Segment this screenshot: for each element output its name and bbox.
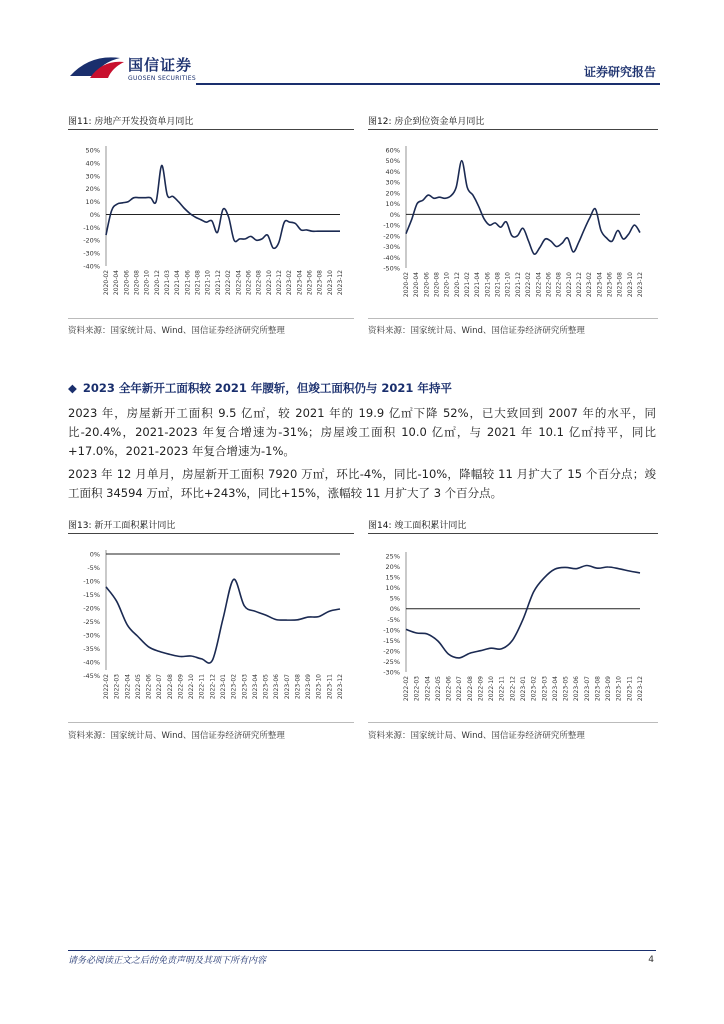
x-tick-label: 2023-11 (326, 674, 334, 700)
paragraph-2: 2023 年 12 月单月，房屋新开工面积 7920 万㎡，环比-4%，同比-10%，降幅较 11 月扩大了 15 个百分点；竣工面积 34594 万㎡，环比+243%，同比+15%，涨幅较 11 月扩大了 3 个百分点。 (68, 467, 656, 500)
x-tick-label: 2022-10 (265, 270, 273, 296)
footer-disclaimer: 请务必阅读正文之后的免责声明及其项下所有内容 (68, 956, 267, 966)
figure-caption: 房企到位资金单月同比 (394, 117, 485, 127)
x-tick-label: 2021-06 (184, 270, 192, 296)
x-tick-label: 2022-02 (225, 270, 233, 296)
y-tick-label: 40% (85, 159, 100, 168)
figure-caption: 房地产开发投资单月同比 (94, 117, 194, 127)
y-tick-label: 20% (385, 189, 400, 198)
x-tick-label: 2022-05 (134, 674, 142, 700)
figure-12-title (368, 114, 484, 127)
x-tick-label: 2023-10 (615, 676, 623, 702)
x-tick-label: 2021-10 (504, 272, 512, 298)
x-tick-label: 2022-10 (488, 676, 496, 702)
x-tick-label: 2021-12 (214, 270, 222, 296)
y-tick-label: 10% (385, 200, 400, 209)
figure-12-top-rule (368, 129, 658, 130)
x-tick-label: 2022-02 (525, 272, 533, 298)
y-tick-label: -35% (83, 644, 100, 653)
figure-13-source: 资料来源：国家统计局、Wind、国信证券经济研究所整理 (68, 731, 285, 741)
y-tick-label: -20% (83, 236, 100, 245)
x-tick-label: 2023-02 (586, 272, 594, 298)
figure-13-chart (68, 544, 354, 716)
y-tick-label: -30% (383, 668, 400, 677)
y-tick-label: -30% (83, 631, 100, 640)
y-tick-label: -25% (383, 657, 400, 666)
y-tick-label: -50% (383, 264, 400, 273)
x-tick-label: 2023-08 (594, 676, 602, 702)
x-tick-label: 2023-08 (616, 272, 624, 298)
guosen-logo-icon (68, 52, 126, 82)
y-tick-label: -20% (383, 647, 400, 656)
x-tick-label: 2020-12 (153, 270, 161, 296)
x-tick-label: 2023-10 (626, 272, 634, 298)
y-tick-label: -10% (383, 626, 400, 635)
x-tick-label: 2023-06 (606, 272, 614, 298)
y-tick-label: -40% (383, 253, 400, 262)
header-divider (196, 83, 660, 85)
figure-11-top-rule (68, 129, 354, 130)
x-tick-label: 2023-01 (220, 674, 227, 700)
y-tick-label: -5% (87, 563, 100, 572)
x-tick-label: 2023-11 (626, 676, 634, 702)
y-tick-label: 25% (385, 552, 400, 561)
y-tick-label: 50% (385, 157, 400, 166)
figure-12-source: 资料来源：国家统计局、Wind、国信证券经济研究所整理 (368, 326, 585, 336)
x-tick-label: 2022-04 (124, 674, 132, 700)
figure-11-bottom-rule (68, 318, 354, 319)
x-tick-label: 2023-03 (241, 674, 249, 700)
x-tick-label: 2023-08 (316, 270, 324, 296)
x-tick-label: 2022-11 (198, 674, 206, 700)
x-tick-label: 2022-06 (145, 674, 153, 700)
figure-label: 图13: (68, 521, 92, 531)
page-header (0, 0, 724, 95)
y-tick-label: 40% (385, 167, 400, 176)
x-tick-label: 2023-04 (296, 270, 304, 296)
x-tick-label: 2020-04 (113, 270, 121, 296)
x-tick-label: 2022-12 (575, 272, 583, 298)
x-tick-label: 2020-06 (423, 272, 431, 298)
x-tick-label: 2021-08 (194, 270, 202, 296)
series-line (406, 161, 640, 255)
y-tick-label: -20% (383, 232, 400, 241)
figure-11-source: 资料来源：国家统计局、Wind、国信证券经济研究所整理 (68, 326, 285, 336)
page-number: 4 (648, 955, 654, 965)
y-tick-label: 30% (85, 172, 100, 181)
x-tick-label: 2022-08 (255, 270, 263, 296)
figure-caption: 新开工面积累计同比 (94, 521, 176, 531)
x-tick-label: 2023-08 (294, 674, 302, 700)
x-tick-label: 2022-10 (188, 674, 196, 700)
x-tick-label: 2023-02 (286, 270, 294, 296)
y-tick-label: 10% (85, 198, 100, 207)
series-line (406, 565, 640, 657)
x-tick-label: 2022-04 (235, 270, 243, 296)
x-tick-label: 2023-09 (305, 674, 313, 700)
y-tick-label: 30% (385, 178, 400, 187)
y-tick-label: -40% (83, 262, 100, 271)
x-tick-label: 2022-03 (113, 674, 121, 700)
x-tick-label: 2020-12 (453, 272, 461, 298)
x-tick-label: 2020-08 (433, 272, 441, 298)
y-tick-label: 20% (85, 185, 100, 194)
y-tick-label: 50% (85, 146, 100, 155)
figure-14-chart (368, 544, 658, 716)
x-tick-label: 2020-02 (403, 272, 410, 298)
x-tick-label: 2020-04 (413, 272, 421, 298)
y-tick-label: -25% (83, 617, 100, 626)
figure-caption: 竣工面积累计同比 (394, 521, 467, 531)
section-heading-text: 2023 全年新开工面积较 2021 年腰斩，但竣工面积仍与 2021 年持平 (82, 381, 452, 395)
x-tick-label: 2020-06 (123, 270, 131, 296)
x-tick-label: 2021-08 (494, 272, 502, 298)
y-tick-label: -15% (83, 590, 100, 599)
bullet-icon: ◆ (68, 381, 77, 395)
y-tick-label: -10% (383, 221, 400, 230)
y-tick-label: -10% (83, 223, 100, 232)
x-tick-label: 2023-04 (251, 674, 259, 700)
figure-12-bottom-rule (368, 318, 658, 319)
y-tick-label: -30% (383, 243, 400, 252)
x-tick-label: 2021-04 (174, 270, 182, 296)
figure-13-bottom-rule (68, 722, 354, 723)
figure-14-bottom-rule (368, 722, 658, 723)
x-tick-label: 2022-06 (445, 676, 453, 702)
x-tick-label: 2022-12 (209, 674, 217, 700)
x-tick-label: 2022-09 (477, 676, 485, 702)
series-line (106, 579, 340, 663)
x-tick-label: 2023-12 (337, 674, 344, 700)
figure-11-title (68, 114, 193, 127)
x-tick-label: 2023-12 (637, 272, 644, 298)
x-tick-label: 2023-05 (562, 676, 570, 702)
paragraph-1: 2023 年，房屋新开工面积 9.5 亿㎡，较 2021 年的 19.9 亿㎡下降 52%，已大致回到 2007 年的水平，同比-20.4%，2021-2023 年复合增速为-31%；房屋竣工面积 10.0 亿㎡，与 2021 年 10.1 亿㎡持平，同比+17.0%，2021-2023 年复合增速为-1%。 (68, 406, 656, 458)
y-tick-label: 15% (385, 573, 400, 582)
x-tick-label: 2021-03 (164, 270, 172, 296)
x-tick-label: 2022-03 (413, 676, 421, 702)
figure-12-chart (368, 138, 658, 313)
figure-13-title (68, 518, 175, 531)
x-tick-label: 2022-05 (434, 676, 442, 702)
y-tick-label: 5% (389, 594, 400, 603)
y-tick-label: 10% (385, 584, 400, 593)
figure-14-top-rule (368, 533, 658, 534)
x-tick-label: 2022-02 (103, 674, 110, 700)
x-tick-label: 2023-10 (326, 270, 334, 296)
x-tick-label: 2023-03 (541, 676, 549, 702)
x-tick-label: 2023-12 (637, 676, 644, 702)
x-tick-label: 2022-04 (424, 676, 432, 702)
y-tick-label: -5% (387, 615, 400, 624)
figure-label: 图12: (368, 117, 392, 127)
x-tick-label: 2020-10 (143, 270, 151, 296)
x-tick-label: 2023-06 (273, 674, 281, 700)
x-tick-label: 2021-10 (204, 270, 212, 296)
company-name-cn: 国信证券 (128, 56, 193, 74)
x-tick-label: 2023-02 (230, 674, 238, 700)
x-tick-label: 2022-06 (245, 270, 253, 296)
x-tick-label: 2022-07 (156, 674, 164, 700)
x-tick-label: 2022-02 (403, 676, 410, 702)
x-tick-label: 2022-11 (498, 676, 506, 702)
x-tick-label: 2020-10 (443, 272, 451, 298)
x-tick-label: 2023-07 (283, 674, 291, 700)
x-tick-label: 2022-10 (565, 272, 573, 298)
x-tick-label: 2021-12 (514, 272, 522, 298)
y-tick-label: -45% (83, 671, 100, 680)
y-tick-label: -15% (383, 636, 400, 645)
x-tick-label: 2021-06 (484, 272, 492, 298)
x-tick-label: 2022-09 (177, 674, 185, 700)
footer-divider (68, 950, 656, 951)
report-type-label: 证券研究报告 (583, 65, 656, 79)
x-tick-label: 2022-12 (275, 270, 283, 296)
x-tick-label: 2023-04 (551, 676, 559, 702)
y-tick-label: -40% (83, 658, 100, 667)
y-tick-label: -10% (83, 577, 100, 586)
x-tick-label: 2023-06 (573, 676, 581, 702)
series-line (106, 165, 340, 248)
x-tick-label: 2023-07 (583, 676, 591, 702)
figure-11-chart (68, 138, 354, 313)
x-tick-label: 2022-12 (509, 676, 517, 702)
x-tick-label: 2022-06 (545, 272, 553, 298)
y-tick-label: 0% (389, 605, 400, 614)
x-tick-label: 2021-02 (464, 272, 472, 298)
figure-13-top-rule (68, 533, 354, 534)
x-tick-label: 2022-08 (555, 272, 563, 298)
x-tick-label: 2022-07 (456, 676, 464, 702)
figure-14-title (368, 518, 466, 531)
figure-14-source: 资料来源：国家统计局、Wind、国信证券经济研究所整理 (368, 731, 585, 741)
figure-label: 图14: (368, 521, 392, 531)
x-tick-label: 2021-04 (474, 272, 482, 298)
x-tick-label: 2020-02 (103, 270, 110, 296)
y-tick-label: -20% (83, 604, 100, 613)
y-tick-label: 0% (89, 550, 100, 559)
company-name-en: GUOSEN SECURITIES (128, 75, 197, 82)
x-tick-label: 2022-08 (166, 674, 174, 700)
x-tick-label: 2023-09 (605, 676, 613, 702)
y-tick-label: 20% (385, 563, 400, 572)
x-tick-label: 2023-02 (530, 676, 538, 702)
x-tick-label: 2022-08 (466, 676, 474, 702)
x-tick-label: 2020-08 (133, 270, 141, 296)
y-tick-label: 60% (385, 146, 400, 155)
x-tick-label: 2022-04 (535, 272, 543, 298)
x-tick-label: 2023-06 (306, 270, 314, 296)
y-tick-label: 0% (89, 210, 100, 219)
y-tick-label: -30% (83, 249, 100, 258)
figure-label: 图11: (68, 117, 92, 127)
y-tick-label: 0% (389, 210, 400, 219)
x-tick-label: 2023-04 (596, 272, 604, 298)
x-tick-label: 2023-01 (520, 676, 527, 702)
section-heading (68, 380, 668, 396)
x-tick-label: 2023-05 (262, 674, 270, 700)
x-tick-label: 2023-10 (315, 674, 323, 700)
x-tick-label: 2023-12 (337, 270, 344, 296)
